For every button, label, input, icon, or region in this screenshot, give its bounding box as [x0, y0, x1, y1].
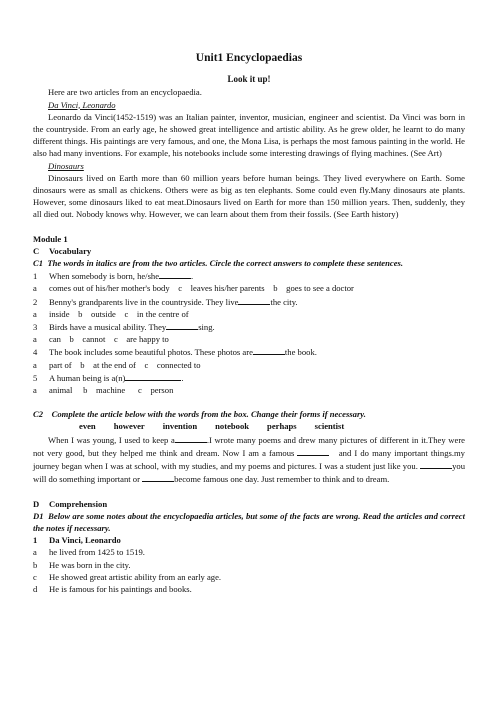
c2-instruction: C2 Complete the article below with the words from the box. Change their forms if necessary.	[33, 409, 366, 420]
intro-text: Here are two articles from an encyclopaedia.	[48, 87, 202, 98]
d1-note: b He was born in the city.	[33, 559, 131, 570]
c1-question: 4 The book includes some beautiful photos. These photos are the book.	[33, 347, 317, 358]
word-box-item: scientist	[314, 421, 345, 432]
word-box-item: invention	[162, 421, 198, 432]
document-page	[33, 52, 465, 595]
unit-title: Unit1 Encyclopaedias	[195, 52, 303, 64]
c1-question-list	[33, 269, 465, 396]
c1-question: 1 When somebody is born, he/she .	[33, 271, 194, 282]
c1-question: 3 Birds have a musical ability. They sing.	[33, 322, 215, 333]
c1-options: a can b cannot c are happy to	[33, 334, 169, 345]
c1-options: a part of b at the end of c connected to	[33, 359, 201, 370]
article2-heading: Dinosaurs	[48, 160, 84, 171]
answer-blank[interactable]	[166, 320, 198, 330]
c1-question: 5 A human being is a(n) .	[33, 372, 184, 383]
c1-options: a comes out of his/her mother's body c leaves his/her parents b goes to see a doctor	[33, 283, 354, 294]
word-box-item: notebook	[215, 421, 250, 432]
word-box-item: perhaps	[267, 421, 297, 432]
c1-options: a inside b outside c in the centre of	[33, 308, 189, 319]
answer-blank[interactable]	[159, 269, 191, 279]
section-d-heading: D Comprehension	[33, 498, 108, 509]
unit-subtitle: Look it up!	[227, 74, 271, 85]
c2-passage: When I was young, I used to keep a .I wrote many poems and drew many pictures of different in it.They were not very good, but they helped me think and dream. Now I am a famous and I do many important things.my journey began when I was at school, with my studies, and my poems and pictures. I was a student just like you. you will do something important or become famous one day. Just remember to think and to dream.	[33, 434, 465, 485]
c1-options: a animal b machine c person	[33, 385, 174, 396]
c1-instruction: C1 The words in italics are from the two articles. Circle the correct answers to complete these sentences.	[33, 258, 403, 269]
d1-subheading: 1 Da Vinci, Leonardo	[33, 535, 121, 546]
d1-instruction: D1 Below are some notes about the encyclopaedia articles, but some of the facts are wrong. Read the articles and correct the notes if necessary.	[33, 510, 466, 533]
answer-blank[interactable]	[142, 472, 174, 482]
article1-body: Leonardo da Vinci(1452-1519) was an Italian painter, inventor, musician, engineer and scientist. Da Vinci was born in the countryside. From an early age, he showed great intelligence and artistic ability. As he grew older, he learnt to do many different things. His paintings are very famous, and one, the Mona Lisa, is perhaps the most famous painting in the world. He also had many inventions. For example, his notebooks include some interesting drawings of flying machines. (See Art)	[33, 111, 465, 159]
c2-word-box	[33, 420, 465, 432]
answer-blank[interactable]	[420, 459, 452, 469]
d1-note: a he lived from 1425 to 1519.	[33, 547, 145, 558]
answer-blank[interactable]	[175, 433, 207, 443]
word-box-item: even	[79, 421, 96, 432]
article2-body: Dinosaurs lived on Earth more than 60 million years before human beings. They lived everywhere on Earth. Some dinosaurs were as small as chickens. Others were as big as ten elephants. Some could even fly.Many dinosaurs ate plants. However, some dinosaurs liked to eat meat.Dinosaurs lived on Earth for more than 150 million years. Then, suddenly, they all died out. Nobody knows why. However, we can learn about them from their fossils. (See Earth history)	[33, 172, 465, 220]
c1-question: 2 Benny's grandparents live in the countryside. They live the city.	[33, 296, 298, 307]
answer-blank[interactable]	[297, 446, 329, 456]
d1-note: c He showed great artistic ability from an early age.	[33, 571, 222, 582]
answer-blank[interactable]	[253, 345, 285, 355]
article1-heading: Da Vinci, Leonardo	[48, 99, 116, 110]
section-c-heading: C Vocabulary	[33, 245, 92, 256]
module-heading: Module 1	[33, 233, 68, 244]
d1-note: d He is famous for his paintings and books.	[33, 583, 192, 594]
answer-blank[interactable]	[238, 295, 270, 305]
word-box-item: however	[113, 421, 145, 432]
answer-blank[interactable]	[125, 371, 181, 381]
